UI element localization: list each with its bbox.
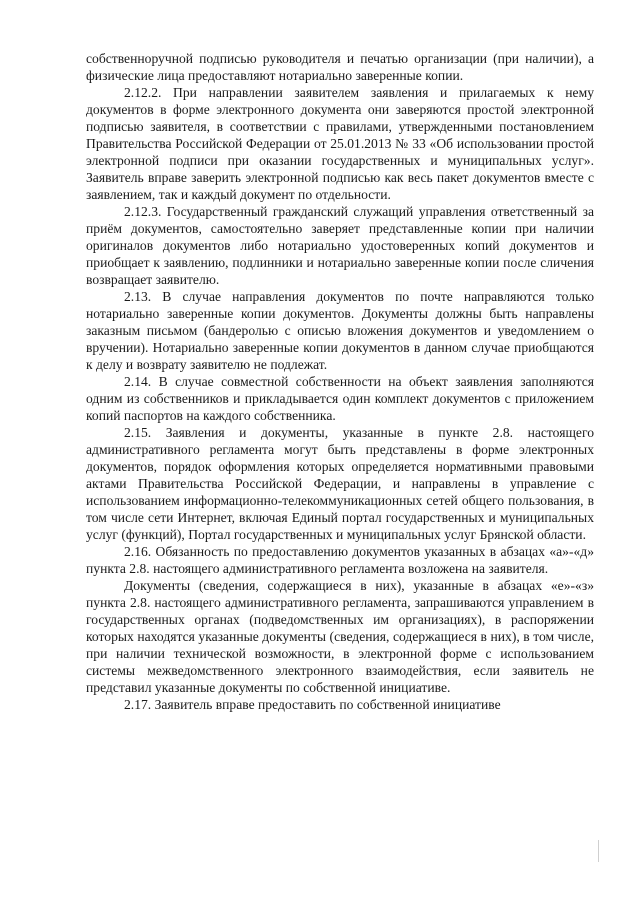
scan-edge-mark bbox=[598, 840, 599, 862]
paragraph-2-15: 2.15. Заявления и документы, указанные в пункте 2.8. настоящего административного регламента могут быть представлены в форме электронных документов, порядок оформления которых определяется нормативными правовыми актами Правительства Российской Федерации, и направлены в управление с использованием информационно-телекоммуникационных сетей общего пользования, в том числе сети Интернет, включая Единый портал государственных и муниципальных услуг (функций), Портал государственных и муниципальных услуг Брянской области. bbox=[86, 425, 594, 542]
paragraph-2-12-3: 2.12.3. Государственный гражданский служащий управления ответственный за приём документов, самостоятельно заверяет представленные копии при наличии оригиналов документов либо нотариально удостоверенных копий документов и приобщает к заявлению, подлинники и нотариально заверенные копии после сличения возвращает заявителю. bbox=[86, 204, 594, 287]
paragraph-2-17: 2.17. Заявитель вправе предоставить по собственной инициативе bbox=[124, 697, 501, 712]
paragraph-2-14: 2.14. В случае совместной собственности на объект заявления заполняются одним из собственников и прикладывается один комплект документов с приложением копий паспортов на каждого собственника. bbox=[86, 374, 594, 423]
paragraph-2-12-2: 2.12.2. При направлении заявителем заявления и прилагаемых к нему документов в форме электронного документа они заверяются простой электронной подписью заявителя, в соответствии с правилами, утвержденными постановлением Правительства Российской Федерации от 25.01.2013 № 33 «Об использовании простой электронной подписи при оказании государственных и муниципальных услуг». Заявитель вправе заверить электронной подписью как весь пакет документов вместе с заявлением, так и каждый документ по отдельности. bbox=[86, 85, 594, 202]
paragraph-2-13: 2.13. В случае направления документов по почте направляются только нотариально заверенные копии документов. Документы должны быть направлены заказным письмом (бандеролью с описью вложения документов и уведомлением о вручении). Нотариально заверенные копии документов в данном случае приобщаются к делу и возврату заявителю не подлежат. bbox=[86, 289, 594, 372]
paragraph-documents-requested: Документы (сведения, содержащиеся в них), указанные в абзацах «е»-«з» пункта 2.8. настоящего административного регламента, запрашиваются управлением в государственных органах (подведомственных им организациях), в распоряжении которых находятся указанные документы (сведения, содержащиеся в них), в том числе, при наличии технической возможности, в электронной форме с использованием системы межведомственного электронного взаимодействия, если заявитель не представил указанные документы по собственной инициативе. bbox=[86, 578, 594, 695]
document-body bbox=[86, 50, 594, 713]
paragraph-2-16: 2.16. Обязанность по предоставлению документов указанных в абзацах «а»-«д» пункта 2.8. настоящего административного регламента возложена на заявителя. bbox=[86, 544, 594, 576]
paragraph-continuation: собственноручной подписью руководителя и печатью организации (при наличии), а физические лица предоставляют нотариально заверенные копии. bbox=[86, 51, 594, 83]
